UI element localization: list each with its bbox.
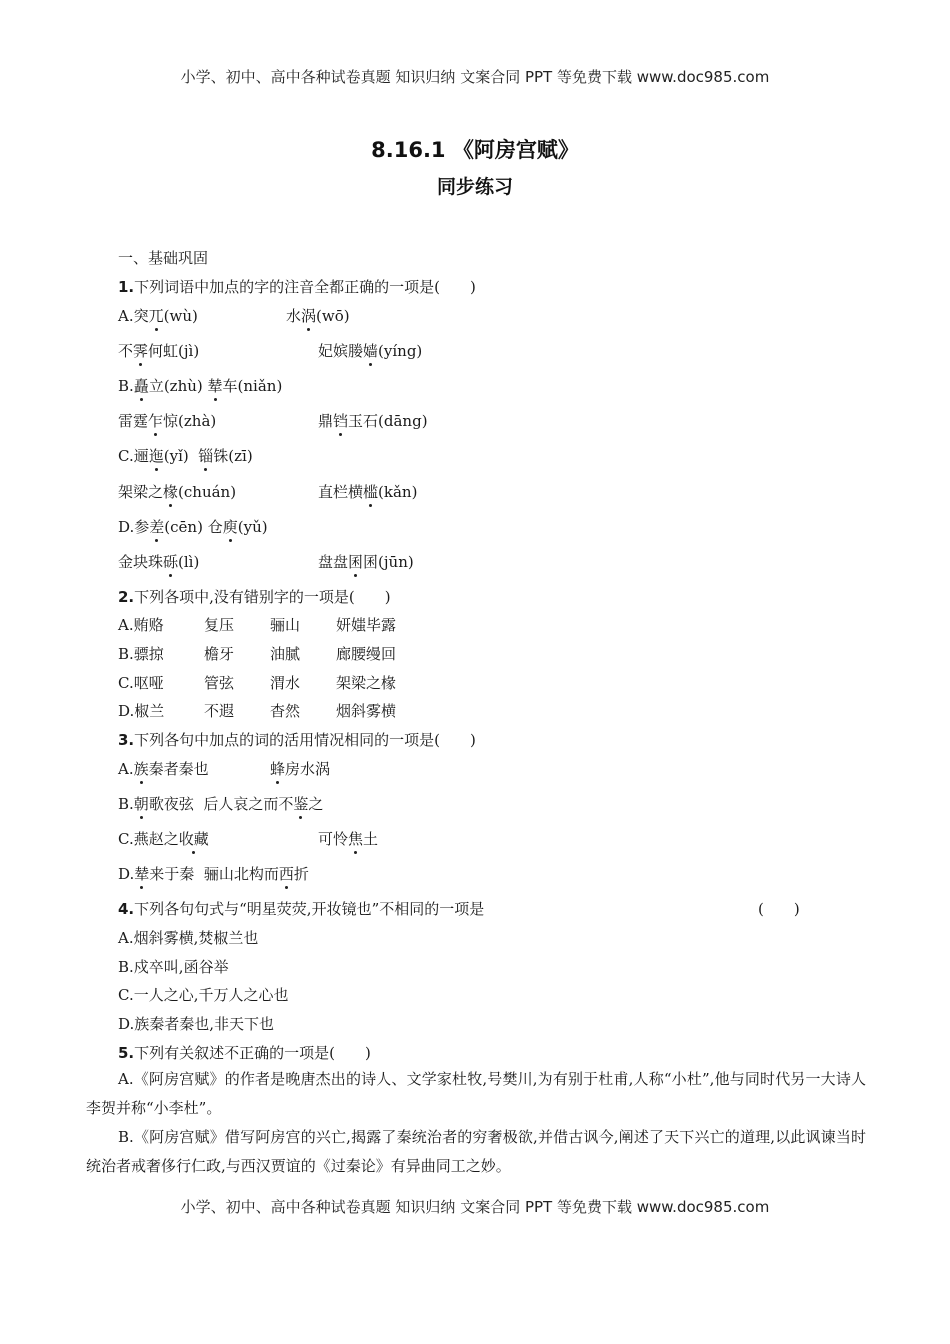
dotted-char: 西 — [278, 865, 294, 883]
q2-option-c — [118, 672, 397, 693]
question-number: 4. — [118, 900, 135, 918]
question-number: 2. — [118, 588, 135, 606]
page-footer: 小学、初中、高中各种试卷真题 知识归纳 文案合同 PPT 等免费下载 www.doc985.com — [180, 1198, 770, 1216]
pinyin-text: 车(niǎn) — [222, 377, 283, 395]
question-5 — [118, 1042, 371, 1063]
q2-option-d — [118, 700, 397, 721]
option-label: D. — [118, 865, 135, 883]
option-word: 妍媸毕露 — [336, 616, 397, 634]
option-word: 呕哑 — [133, 674, 164, 692]
q4-option-a — [118, 927, 258, 948]
dotted-char: 乍 — [148, 412, 164, 430]
option-word: 檐牙 — [204, 645, 235, 663]
sentence-text: 可怜 — [318, 830, 349, 848]
option-label: B. — [118, 645, 134, 663]
pinyin-text: 玉石(dāng) — [348, 412, 428, 430]
dotted-char: 铛 — [333, 412, 349, 430]
q1-option-d-line2 — [118, 551, 414, 572]
option-label: A. — [118, 929, 134, 947]
q2-option-a — [118, 614, 397, 635]
question-stem: 下列各句中加点的词的活用情况相同的一项是( ) — [134, 731, 476, 749]
pinyin-text: 惊(zhà) — [163, 412, 217, 430]
option-word: 杳然 — [270, 702, 301, 720]
q2-option-b — [118, 643, 397, 664]
option-label: C. — [118, 447, 134, 465]
dotted-char: 庾 — [222, 518, 238, 536]
dotted-char: 椽 — [163, 483, 179, 501]
word-text: 雷霆 — [118, 412, 149, 430]
option-word: 架梁之椽 — [336, 674, 397, 692]
word-text: 参 — [134, 518, 150, 536]
dotted-char: 焦 — [348, 830, 364, 848]
answer-bracket: ( ) — [758, 900, 800, 918]
word-text: 直栏横 — [318, 483, 364, 501]
question-stem: 下列词语中加点的字的注音全都正确的一项是( ) — [134, 278, 476, 296]
q1-option-c-line2 — [118, 481, 418, 502]
pinyin-text: 何虹(jì) — [148, 342, 200, 360]
question-stem: 下列有关叙述不正确的一项是( ) — [134, 1044, 371, 1062]
sentence-text: 房水涡 — [285, 760, 331, 778]
option-label: B. — [118, 377, 134, 395]
word-text: 不 — [118, 342, 134, 360]
option-text: 一人之心,千万人之心也 — [133, 986, 289, 1004]
q3-option-d — [118, 863, 309, 884]
dotted-char: 涡 — [301, 307, 317, 325]
pinyin-text: (yíng) — [378, 342, 423, 360]
option-label: D. — [118, 518, 135, 536]
sentence-text: 来于秦 — [149, 865, 195, 883]
option-label: A. — [118, 307, 134, 325]
q3-option-b — [118, 793, 323, 814]
pinyin-text: (yǐ) — [163, 447, 189, 465]
sentence-text: 折 — [293, 865, 309, 883]
q4-option-d — [118, 1013, 274, 1034]
word-text: 突 — [133, 307, 149, 325]
word-text: 水 — [286, 307, 302, 325]
q1-option-a-line2 — [118, 340, 423, 361]
word-text: 逦 — [133, 447, 149, 465]
sentence-text: 后人哀之而不 — [203, 795, 294, 813]
option-label: D. — [118, 1015, 135, 1033]
dotted-char: 辇 — [134, 865, 150, 883]
pinyin-text: (kǎn) — [378, 483, 418, 501]
pinyin-text: (lì) — [178, 553, 200, 571]
pinyin-text: (cēn) — [164, 518, 203, 536]
question-number: 1. — [118, 278, 135, 296]
question-number: 5. — [118, 1044, 135, 1062]
sentence-text: 骊山北构而 — [203, 865, 279, 883]
option-word: 渭水 — [270, 674, 301, 692]
pinyin-text: (yǔ) — [237, 518, 268, 536]
option-label: C. — [118, 674, 134, 692]
q1-option-b-line1 — [118, 375, 282, 396]
dotted-char: 差 — [149, 518, 165, 536]
dotted-char: 槛 — [363, 483, 379, 501]
question-stem: 下列各句句式与“明星荧荧,开妆镜也”不相同的一项是 — [134, 900, 485, 918]
dotted-char: 囷 — [348, 553, 364, 571]
question-2 — [118, 586, 391, 607]
dotted-char: 收藏 — [178, 830, 209, 848]
pinyin-text: 囷(jūn) — [363, 553, 414, 571]
q3-option-a — [118, 758, 331, 779]
q1-option-a-line1 — [118, 305, 350, 326]
option-text: 戍卒叫,函谷举 — [133, 958, 229, 976]
word-text: 鼎 — [318, 412, 334, 430]
dotted-char: 辇 — [207, 377, 223, 395]
pinyin-text: (chuán) — [178, 483, 237, 501]
dotted-char: 霁 — [133, 342, 149, 360]
q3-option-c — [118, 828, 379, 849]
question-3 — [118, 729, 476, 750]
page-title: 8.16.1 《阿房宫赋》 — [371, 138, 579, 162]
q4-option-c — [118, 984, 289, 1005]
page-subtitle: 同步练习 — [436, 176, 513, 198]
option-word: 烟斜雾横 — [336, 702, 397, 720]
word-text: 架梁之 — [118, 483, 164, 501]
pinyin-text: (wō) — [316, 307, 350, 325]
pinyin-text: (wù) — [163, 307, 198, 325]
question-4 — [118, 898, 818, 919]
option-label: D. — [118, 702, 135, 720]
q1-option-d-line1 — [118, 516, 268, 537]
option-word: 复压 — [204, 616, 235, 634]
option-word: 油腻 — [270, 645, 301, 663]
page-header: 小学、初中、高中各种试卷真题 知识归纳 文案合同 PPT 等免费下载 www.doc985.com — [180, 68, 770, 86]
q1-option-b-line2 — [118, 410, 428, 431]
q1-option-c-line1 — [118, 445, 253, 466]
dotted-char: 嫱 — [363, 342, 379, 360]
dotted-char: 兀 — [148, 307, 164, 325]
option-word: 骠掠 — [133, 645, 164, 663]
sentence-text: 秦者秦也 — [148, 760, 209, 778]
sentence-text: 歌夜弦 — [148, 795, 194, 813]
dotted-char: 砾 — [163, 553, 179, 571]
section-heading: 一、基础巩固 — [118, 249, 209, 267]
dotted-char: 矗 — [133, 377, 149, 395]
option-label: A. — [118, 616, 134, 634]
option-word: 贿赂 — [133, 616, 164, 634]
dotted-char: 鉴 — [293, 795, 309, 813]
q5-option-b: B.《阿房宫赋》借写阿房宫的兴亡,揭露了秦统治者的穷奢极欲,并借古讽今,阐述了天下兴亡的道理,以此讽谏当时统治者戒奢侈行仁政,与西汉贾谊的《过秦论》有异曲同工之妙。 — [86, 1128, 866, 1175]
dotted-char: 族 — [133, 760, 149, 778]
option-text: 族秦者秦也,非天下也 — [134, 1015, 275, 1033]
sentence-text: 燕赵之 — [133, 830, 179, 848]
q4-option-b — [118, 956, 229, 977]
dotted-char: 迤 — [148, 447, 164, 465]
word-text: 仓 — [207, 518, 223, 536]
option-word: 廊腰缦回 — [336, 645, 397, 663]
option-label: A. — [118, 760, 134, 778]
option-word: 不遐 — [204, 702, 235, 720]
word-text: 盘盘 — [318, 553, 349, 571]
option-label: C. — [118, 986, 134, 1004]
dotted-char: 朝 — [133, 795, 149, 813]
option-word: 管弦 — [204, 674, 235, 692]
option-word: 骊山 — [270, 616, 301, 634]
word-text: 妃嫔媵 — [318, 342, 364, 360]
dotted-char: 蜂 — [270, 760, 286, 778]
question-stem: 下列各项中,没有错别字的一项是( ) — [134, 588, 391, 606]
pinyin-text: 立(zhù) — [148, 377, 203, 395]
sentence-text: 之 — [308, 795, 324, 813]
option-label: B. — [118, 795, 134, 813]
pinyin-text: 铢(zī) — [213, 447, 253, 465]
question-number: 3. — [118, 731, 135, 749]
dotted-char: 锱 — [198, 447, 214, 465]
word-text: 金块珠 — [118, 553, 164, 571]
option-text: 烟斜雾横,焚椒兰也 — [133, 929, 259, 947]
q5-option-a: A.《阿房宫赋》的作者是晚唐杰出的诗人、文学家杜牧,号樊川,为有别于杜甫,人称“小杜”,他与同时代另一大诗人李贺并称“小李杜”。 — [86, 1070, 866, 1117]
option-label: B. — [118, 958, 134, 976]
option-label: C. — [118, 830, 134, 848]
question-1 — [118, 276, 476, 297]
sentence-text: 土 — [363, 830, 379, 848]
option-word: 椒兰 — [134, 702, 165, 720]
